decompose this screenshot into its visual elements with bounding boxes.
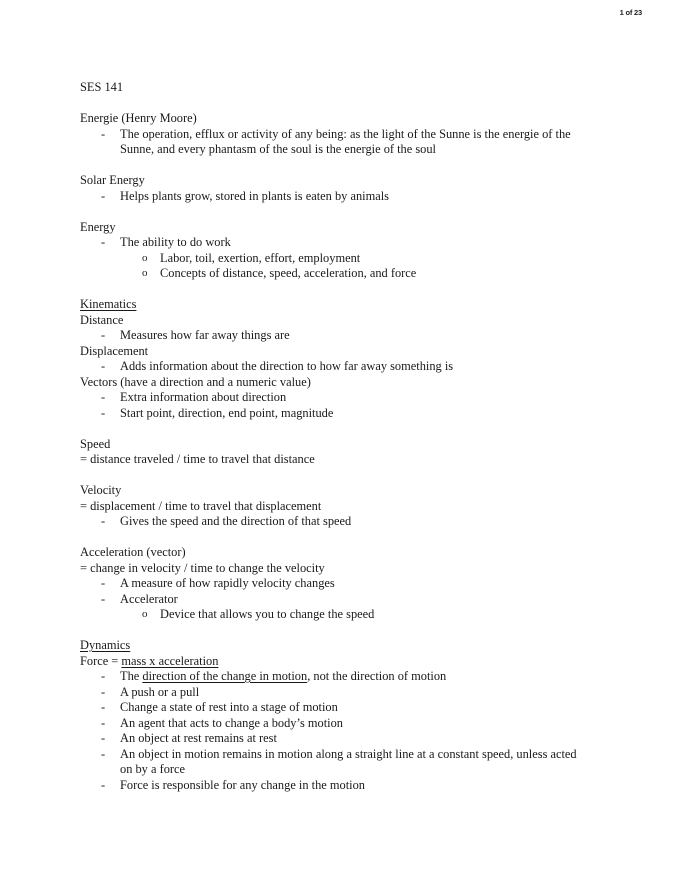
dash-bullet-icon: - bbox=[101, 405, 106, 420]
bullet-text: Extra information about direction bbox=[120, 390, 287, 404]
bullet-item bbox=[80, 747, 580, 778]
dash-bullet-icon: - bbox=[101, 188, 106, 203]
formula-speed: = distance traveled / time to travel that distance bbox=[80, 452, 315, 466]
dash-bullet-icon: - bbox=[101, 235, 106, 249]
bullet-text: A measure of how rapidly velocity changes bbox=[120, 576, 335, 590]
force-formula: mass x acceleration bbox=[121, 653, 219, 668]
bullet-text: Change a state of rest into a stage of motion bbox=[120, 700, 338, 714]
dash-bullet-icon: - bbox=[101, 126, 106, 141]
dash-bullet-icon: - bbox=[101, 669, 106, 683]
sub-bullet-item bbox=[80, 251, 620, 267]
bullet-text: An object in motion remains in motion along a straight line at a constant speed, unless acted on by a force bbox=[120, 746, 577, 776]
dash-bullet-icon: - bbox=[101, 591, 106, 606]
bullet-item bbox=[80, 359, 620, 375]
bullet-item bbox=[80, 731, 620, 747]
dash-bullet-icon: - bbox=[101, 328, 106, 342]
spacer bbox=[80, 158, 620, 174]
circle-bullet-icon: o bbox=[142, 608, 148, 620]
bullet-item bbox=[80, 127, 580, 158]
dash-bullet-icon: - bbox=[101, 684, 106, 699]
formula-velocity: = displacement / time to travel that displacement bbox=[80, 498, 322, 513]
section-heading-energy: Energy bbox=[80, 219, 116, 234]
bullet-item bbox=[80, 778, 620, 794]
bullet-item bbox=[80, 716, 620, 732]
bullet-item bbox=[80, 592, 620, 608]
subheading-distance: Distance bbox=[80, 312, 124, 327]
bullet-text: The operation, efflux or activity of any being: as the light of the Sunne is the energie of the Sunne, and every phantasm of the soul is the energie of the soul bbox=[120, 126, 571, 156]
bullet-item bbox=[80, 669, 620, 685]
dash-bullet-icon: - bbox=[101, 390, 106, 404]
section-heading-velocity: Velocity bbox=[80, 483, 122, 497]
dash-bullet-icon: - bbox=[101, 700, 106, 714]
bullet-text: Force is responsible for any change in the motion bbox=[120, 777, 365, 792]
bullet-text: The ability to do work bbox=[120, 235, 231, 249]
bullet-text: Gives the speed and the direction of that speed bbox=[120, 514, 352, 528]
bullet-item bbox=[80, 576, 620, 592]
bullet-item bbox=[80, 189, 620, 205]
section-heading-kinematics: Kinematics bbox=[80, 297, 137, 311]
spacer bbox=[80, 204, 620, 220]
bullet-item bbox=[80, 328, 620, 344]
bullet-text: An agent that acts to change a body’s motion bbox=[120, 715, 343, 730]
bullet-text: Start point, direction, end point, magnitude bbox=[120, 405, 334, 420]
bullet-text-underlined: direction of the change in motion bbox=[142, 669, 308, 683]
section-heading-energie: Energie (Henry Moore) bbox=[80, 111, 197, 125]
bullet-text: An object at rest remains at rest bbox=[120, 731, 277, 745]
dash-bullet-icon: - bbox=[101, 514, 106, 528]
bullet-text: Measures how far away things are bbox=[120, 328, 290, 342]
page-indicator: 1 of 23 bbox=[619, 8, 642, 17]
course-title: SES 141 bbox=[80, 80, 124, 94]
spacer bbox=[80, 623, 620, 639]
circle-bullet-icon: o bbox=[142, 267, 148, 279]
sub-bullet-text: Concepts of distance, speed, acceleration, and force bbox=[160, 266, 417, 280]
section-heading-dynamics: Dynamics bbox=[80, 638, 131, 652]
spacer bbox=[80, 96, 620, 112]
circle-bullet-icon: o bbox=[142, 251, 148, 264]
dash-bullet-icon: - bbox=[101, 576, 106, 590]
dash-bullet-icon: - bbox=[101, 731, 106, 745]
formula-acceleration: = change in velocity / time to change the velocity bbox=[80, 560, 325, 575]
bullet-item bbox=[80, 235, 620, 251]
sub-bullet-text: Device that allows you to change the speed bbox=[160, 607, 375, 621]
subheading-vectors: Vectors (have a direction and a numeric value) bbox=[80, 374, 311, 389]
sub-bullet-text: Labor, toil, exertion, effort, employment bbox=[160, 250, 361, 265]
bullet-item bbox=[80, 700, 620, 716]
spacer bbox=[80, 421, 620, 437]
bullet-text-suffix: , not the direction of motion bbox=[307, 669, 447, 683]
bullet-text: Adds information about the direction to how far away something is bbox=[120, 359, 454, 373]
document-body bbox=[80, 80, 620, 793]
bullet-text: Accelerator bbox=[120, 591, 178, 606]
bullet-text-prefix: The bbox=[120, 669, 143, 683]
sub-bullet-item bbox=[80, 607, 620, 623]
bullet-text: Helps plants grow, stored in plants is eaten by animals bbox=[120, 188, 389, 203]
section-heading-speed: Speed bbox=[80, 436, 111, 451]
section-heading-solar-energy: Solar Energy bbox=[80, 173, 145, 187]
spacer bbox=[80, 282, 620, 298]
bullet-item bbox=[80, 685, 620, 701]
dash-bullet-icon: - bbox=[101, 777, 106, 792]
dash-bullet-icon: - bbox=[101, 359, 106, 373]
bullet-item bbox=[80, 406, 620, 422]
sub-bullet-item bbox=[80, 266, 620, 282]
spacer bbox=[80, 468, 620, 484]
dash-bullet-icon: - bbox=[101, 746, 106, 761]
dash-bullet-icon: - bbox=[101, 715, 106, 730]
bullet-text: A push or a pull bbox=[120, 684, 200, 699]
section-heading-acceleration: Acceleration (vector) bbox=[80, 545, 186, 559]
formula-force bbox=[80, 654, 620, 670]
bullet-item bbox=[80, 390, 620, 406]
spacer bbox=[80, 530, 620, 546]
bullet-item bbox=[80, 514, 620, 530]
subheading-displacement: Displacement bbox=[80, 343, 149, 358]
force-label: Force = bbox=[80, 653, 122, 668]
